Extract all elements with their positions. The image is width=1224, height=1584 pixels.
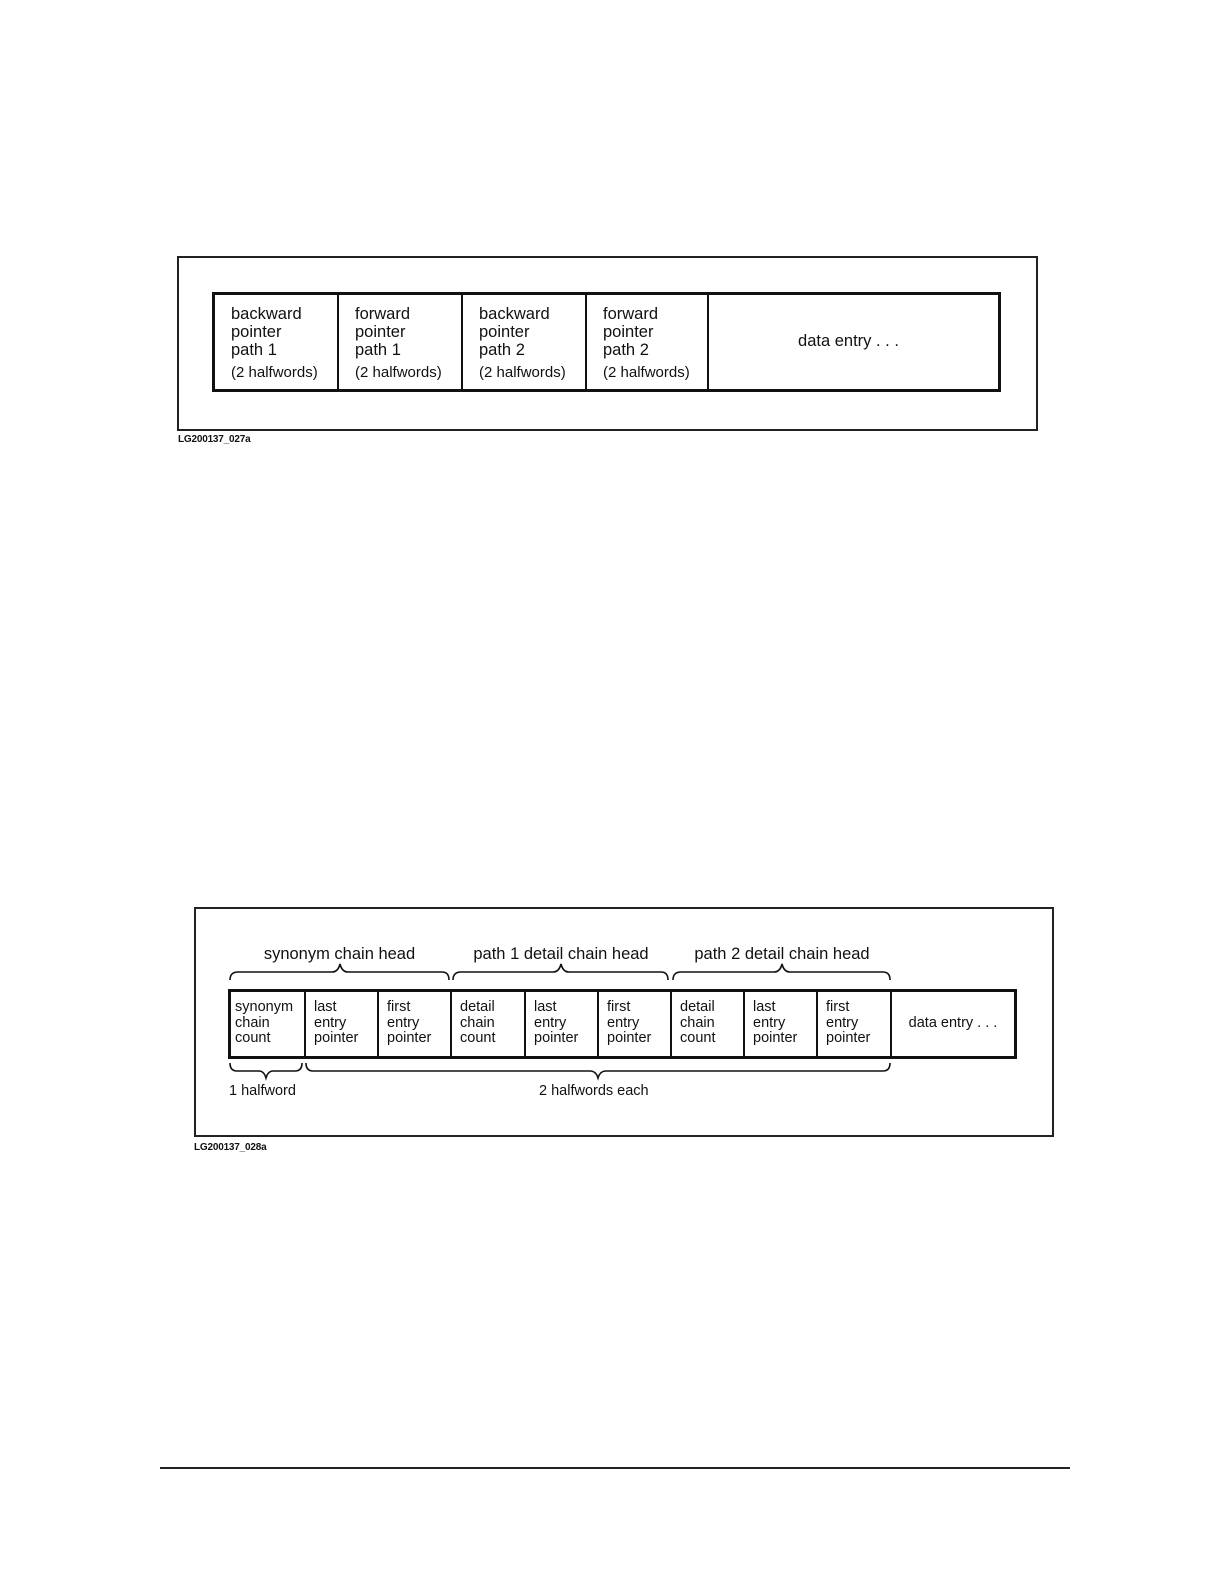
field-line: entry	[534, 1014, 567, 1031]
group-label-synonym-chain-head: synonym chain head	[263, 945, 416, 963]
field-last-entry-pointer	[526, 992, 599, 1056]
figure-2-id-label: LG200137_028a	[194, 1142, 267, 1153]
field-first-entry-pointer	[599, 992, 672, 1056]
data-entry-label: data entry . . .	[908, 1015, 998, 1032]
field-last-entry-pointer	[745, 992, 818, 1056]
field-line: count	[460, 1030, 496, 1046]
brace-synonym-chain-head	[230, 964, 449, 980]
field-synonym-chain-count	[231, 992, 306, 1056]
field-line: pointer	[753, 1030, 798, 1046]
field-line: first	[826, 999, 850, 1015]
field-line: chain	[680, 1014, 715, 1031]
field-data-entry	[892, 992, 1014, 1056]
brace-2-halfwords-each	[306, 1063, 890, 1078]
field-line: forward	[355, 305, 411, 323]
field-line: pointer	[534, 1030, 579, 1046]
field-line: path 2	[479, 341, 525, 359]
brace-path-1-detail-chain-head	[453, 964, 668, 980]
field-line: backward	[479, 305, 550, 323]
field-line: entry	[607, 1014, 640, 1031]
field-size: (2 halfwords)	[603, 364, 690, 381]
field-line: entry	[314, 1014, 347, 1031]
field-line: pointer	[387, 1030, 432, 1046]
footer-rule	[160, 1467, 1070, 1469]
field-line: last	[753, 999, 776, 1015]
field-line: entry	[753, 1014, 786, 1031]
field-line: chain	[235, 1014, 270, 1031]
field-line: first	[387, 999, 411, 1015]
field-line: path 1	[231, 341, 277, 359]
field-line: last	[314, 999, 337, 1015]
field-line: pointer	[355, 323, 406, 341]
field-line: count	[680, 1030, 716, 1046]
field-line: path 2	[603, 341, 649, 359]
field-line: detail	[460, 999, 495, 1015]
field-line: pointer	[826, 1030, 871, 1046]
field-line: backward	[231, 305, 302, 323]
field-size: (2 halfwords)	[231, 364, 318, 381]
size-label-1-halfword: 1 halfword	[229, 1083, 296, 1099]
field-line: pointer	[231, 323, 282, 341]
field-line: detail	[680, 999, 715, 1015]
field-detail-chain-count	[452, 992, 526, 1056]
field-line: pointer	[607, 1030, 652, 1046]
field-line: synonym	[235, 999, 294, 1015]
figure-2-record	[228, 989, 1017, 1059]
field-line: entry	[387, 1014, 420, 1031]
field-first-entry-pointer	[379, 992, 452, 1056]
field-detail-chain-count	[672, 992, 745, 1056]
field-line: path 1	[355, 341, 401, 359]
field-line: forward	[603, 305, 659, 323]
field-line: chain	[460, 1014, 495, 1031]
figure-1-id-label: LG200137_027a	[178, 434, 251, 445]
field-size: (2 halfwords)	[355, 364, 442, 381]
field-line: pointer	[479, 323, 530, 341]
field-last-entry-pointer	[306, 992, 379, 1056]
field-line: entry	[826, 1014, 859, 1031]
brace-path-2-detail-chain-head	[673, 964, 890, 980]
data-entry-label: data entry . . .	[798, 332, 899, 350]
field-size: (2 halfwords)	[479, 364, 566, 381]
field-line: last	[534, 999, 557, 1015]
brace-1-halfword	[230, 1063, 302, 1078]
field-line: pointer	[603, 323, 654, 341]
field-line: count	[235, 1030, 271, 1046]
group-label-path-2-detail-chain-head: path 2 detail chain head	[694, 945, 870, 963]
group-label-path-1-detail-chain-head: path 1 detail chain head	[473, 945, 649, 963]
field-first-entry-pointer	[818, 992, 892, 1056]
size-label-2-halfwords-each: 2 halfwords each	[539, 1083, 649, 1099]
field-line: first	[607, 999, 631, 1015]
field-line: pointer	[314, 1030, 359, 1046]
